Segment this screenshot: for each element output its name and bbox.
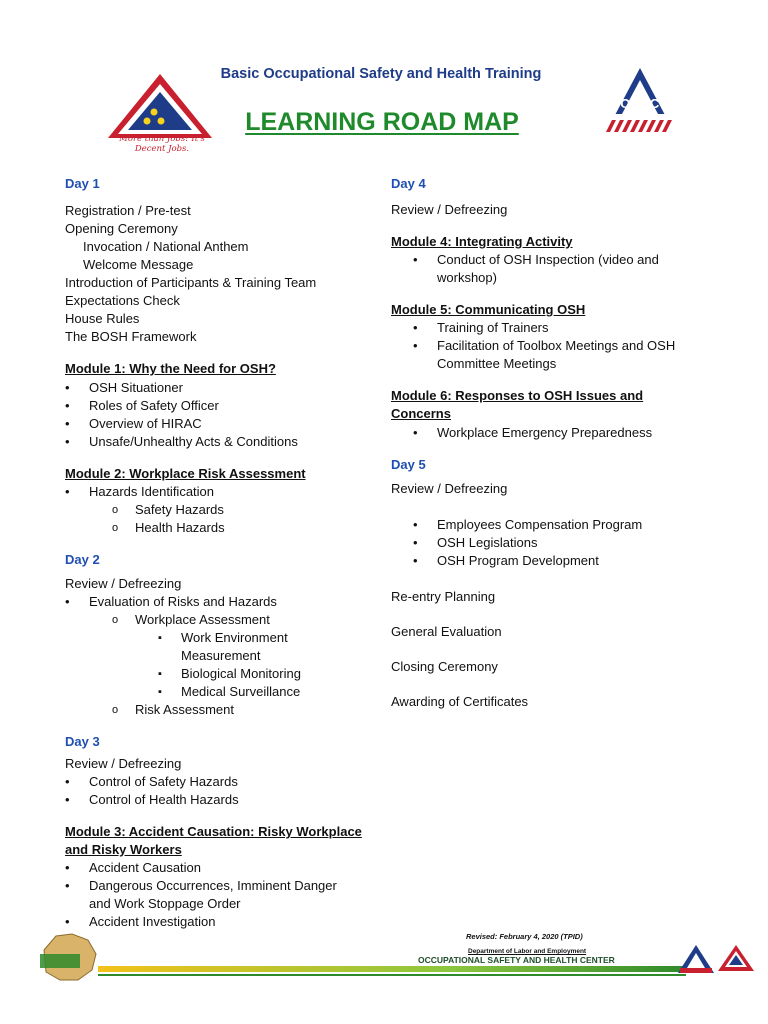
revised-date: Revised: February 4, 2020 (TPID) [466, 932, 583, 941]
list-item: ▪ Work Environment [65, 629, 385, 647]
list-item: ▪ Medical Surveillance [65, 683, 385, 701]
list-item: • Dangerous Occurrences, Imminent Danger [65, 877, 385, 895]
list-item: Expectations Check [65, 293, 180, 308]
list-item: • Control of Safety Hazards [65, 773, 385, 791]
list-item: Closing Ceremony [391, 659, 498, 674]
left-column [65, 175, 385, 931]
list-item: Invocation / National Anthem [83, 239, 249, 254]
page-title: LEARNING ROAD MAP [245, 108, 519, 136]
list-item: o Safety Hazards [65, 501, 385, 519]
list-item: House Rules [65, 311, 140, 326]
module-4-heading: Module 4: Integrating Activity [391, 234, 573, 249]
oshc-logo-text: OSHC [620, 96, 660, 111]
list-item: • OSH Situationer [65, 379, 385, 397]
list-item: • Workplace Emergency Preparedness [413, 425, 653, 440]
list-item: • Evaluation of Risks and Hazards [65, 593, 385, 611]
list-item: Welcome Message [83, 257, 194, 272]
list-item: • Hazards Identification [65, 483, 385, 501]
footer-stripe [98, 966, 686, 972]
dole-logo-tagline: More than Jobs! It's Decent Jobs. [119, 134, 205, 154]
list-item: • Employees Compensation Program [413, 517, 643, 532]
list-item: Awarding of Certificates [391, 694, 529, 709]
right-column [391, 175, 711, 711]
list-item: Review / Defreezing [391, 481, 508, 496]
list-item: Measurement [181, 648, 261, 663]
list-item: • Control of Health Hazards [65, 791, 385, 809]
day-2-heading: Day 2 [65, 552, 100, 567]
module-6-heading-cont: Concerns [391, 406, 451, 421]
center-name: OCCUPATIONAL SAFETY AND HEALTH CENTER [418, 955, 615, 965]
list-item: • Overview of HIRAC [65, 415, 385, 433]
list-item: and Work Stoppage Order [89, 896, 241, 911]
list-item: Review / Defreezing [65, 756, 182, 771]
list-item: Opening Ceremony [65, 221, 178, 236]
page-subtitle: Basic Occupational Safety and Health Training [220, 66, 542, 82]
day-4-heading: Day 4 [391, 176, 426, 191]
module-3-heading: Module 3: Accident Causation: Risky Workplace [65, 824, 362, 839]
list-item: • Training of Trainers [413, 320, 549, 335]
module-3-heading-cont: and Risky Workers [65, 842, 182, 857]
list-item: • OSH Program Development [413, 553, 599, 568]
list-item: • Accident Causation [65, 859, 385, 877]
list-item: o Workplace Assessment [65, 611, 385, 629]
day-1-heading: Day 1 [65, 176, 100, 191]
module-1-heading: Module 1: Why the Need for OSH? [65, 361, 276, 376]
footer-left-emblem [38, 930, 100, 984]
list-item: • Facilitation of Toolbox Meetings and OSH [413, 338, 676, 353]
list-item: o Risk Assessment [65, 701, 385, 719]
list-item: Re-entry Planning [391, 589, 496, 604]
list-item: General Evaluation [391, 624, 502, 639]
footer-oshc-logo [676, 944, 716, 974]
list-item: Review / Defreezing [65, 576, 182, 591]
department-name: Department of Labor and Employment [468, 948, 587, 955]
list-item: o Health Hazards [65, 519, 385, 537]
module-5-heading: Module 5: Communicating OSH [391, 302, 586, 317]
footer-stripe-thin [98, 974, 686, 976]
list-item: Committee Meetings [437, 356, 557, 371]
list-item: Introduction of Participants & Training Team [65, 275, 317, 290]
list-item: Review / Defreezing [391, 202, 508, 217]
list-item: workshop) [437, 270, 497, 285]
list-item: • Roles of Safety Officer [65, 397, 385, 415]
list-item: The BOSH Framework [65, 329, 197, 344]
day-5-heading: Day 5 [391, 457, 426, 472]
list-item: • Conduct of OSH Inspection (video and [413, 252, 659, 267]
day-3-heading: Day 3 [65, 734, 100, 749]
list-item: • OSH Legislations [413, 535, 538, 550]
module-2-heading: Module 2: Workplace Risk Assessment [65, 466, 306, 481]
list-item: ▪ Biological Monitoring [65, 665, 385, 683]
list-item: Registration / Pre-test [65, 203, 191, 218]
module-6-heading: Module 6: Responses to OSH Issues and [391, 388, 644, 403]
footer-dole-logo [716, 944, 756, 976]
list-item: • Unsafe/Unhealthy Acts & Conditions [65, 433, 385, 451]
list-item: • Accident Investigation [65, 913, 385, 931]
